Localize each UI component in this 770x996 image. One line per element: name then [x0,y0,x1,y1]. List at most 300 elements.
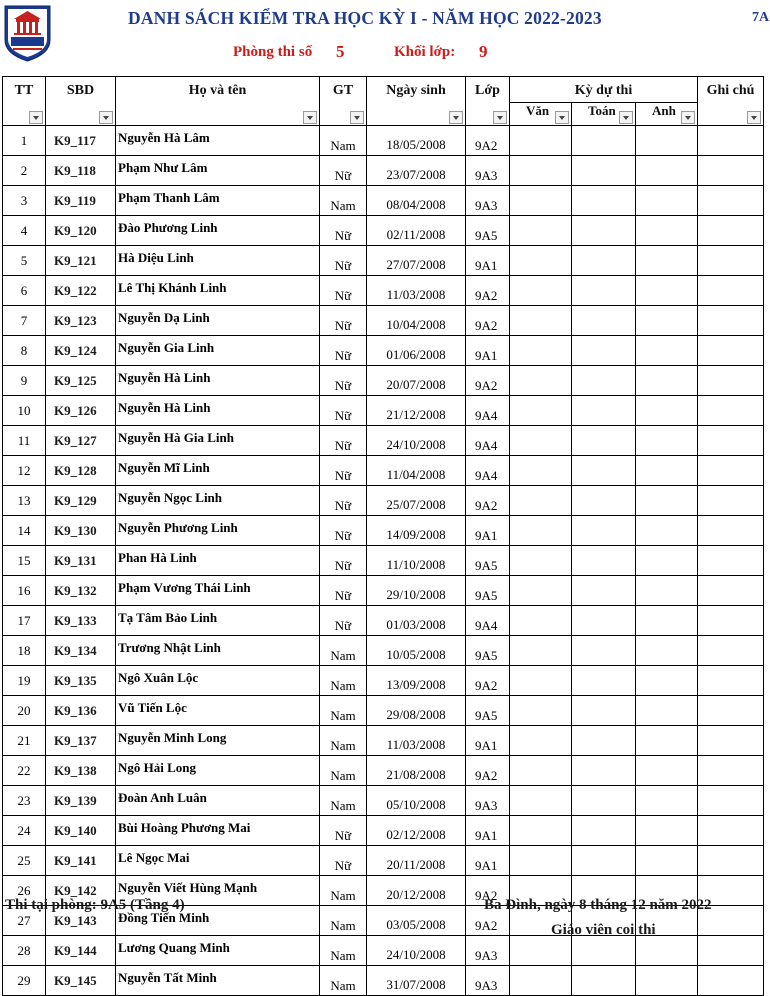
row-anh[interactable] [636,336,698,366]
row-dob[interactable]: 14/09/2008 [367,516,466,546]
row-toan[interactable] [572,606,636,636]
row-gender[interactable]: Nữ [320,336,367,366]
row-toan[interactable] [572,216,636,246]
row-sbd[interactable]: K9_125 [46,366,116,396]
row-anh[interactable] [636,696,698,726]
row-note[interactable] [698,306,764,336]
row-note[interactable] [698,216,764,246]
row-sbd[interactable]: K9_119 [46,186,116,216]
row-name[interactable]: Ngô Xuân Lộc [116,666,320,696]
row-class[interactable]: 9A1 [466,246,510,276]
filter-dropdown-icon[interactable] [303,111,317,124]
row-name[interactable]: Nguyễn Minh Long [116,726,320,756]
row-class[interactable]: 9A3 [466,156,510,186]
row-name[interactable]: Nguyễn Mĩ Linh [116,456,320,486]
row-class[interactable]: 9A3 [466,786,510,816]
table-row [3,966,764,996]
row-dob[interactable]: 02/11/2008 [367,216,466,246]
row-van[interactable] [510,936,572,966]
row-class[interactable]: 9A3 [466,936,510,966]
row-tt[interactable]: 7 [3,306,46,336]
row-toan[interactable] [572,336,636,366]
row-toan[interactable] [572,516,636,546]
row-toan[interactable] [572,126,636,156]
row-anh[interactable] [636,276,698,306]
row-van[interactable] [510,576,572,606]
row-name[interactable]: Lương Quang Minh [116,936,320,966]
row-van[interactable] [510,696,572,726]
row-class[interactable]: 9A5 [466,576,510,606]
row-note[interactable] [698,666,764,696]
row-anh[interactable] [636,546,698,576]
row-dob[interactable]: 13/09/2008 [367,666,466,696]
row-anh[interactable] [636,786,698,816]
row-note[interactable] [698,786,764,816]
row-note[interactable] [698,936,764,966]
row-toan[interactable] [572,156,636,186]
row-anh[interactable] [636,666,698,696]
row-gender[interactable]: Nam [320,906,367,936]
row-class[interactable]: 9A2 [466,876,510,906]
row-name[interactable]: Nguyễn Hà Gia Linh [116,426,320,456]
row-sbd[interactable]: K9_138 [46,756,116,786]
row-class[interactable]: 9A2 [466,276,510,306]
row-tt[interactable]: 21 [3,726,46,756]
filter-dropdown-icon[interactable] [99,111,113,124]
row-toan[interactable] [572,666,636,696]
row-name[interactable]: Phạm Vương Thái Linh [116,576,320,606]
row-toan[interactable] [572,696,636,726]
row-van[interactable] [510,156,572,186]
row-van[interactable] [510,846,572,876]
row-dob[interactable]: 24/10/2008 [367,426,466,456]
row-name[interactable]: Nguyễn Hà Lâm [116,126,320,156]
row-van[interactable] [510,366,572,396]
row-name[interactable]: Đào Phương Linh [116,216,320,246]
row-toan[interactable] [572,726,636,756]
row-name[interactable]: Nguyễn Gia Linh [116,336,320,366]
row-class[interactable]: 9A4 [466,396,510,426]
row-sbd[interactable]: K9_143 [46,906,116,936]
row-name[interactable]: Đồng Tiến Minh [116,906,320,936]
row-gender[interactable]: Nữ [320,516,367,546]
row-anh[interactable] [636,396,698,426]
row-class[interactable]: 9A3 [466,966,510,996]
row-gender[interactable]: Nữ [320,486,367,516]
header-tt: TT [3,77,46,126]
row-sbd[interactable]: K9_130 [46,516,116,546]
row-dob[interactable]: 10/04/2008 [367,306,466,336]
row-class[interactable]: 9A1 [466,516,510,546]
row-note[interactable] [698,246,764,276]
row-tt[interactable]: 16 [3,576,46,606]
row-note[interactable] [698,636,764,666]
row-note[interactable] [698,186,764,216]
row-van[interactable] [510,246,572,276]
row-dob[interactable]: 03/05/2008 [367,906,466,936]
row-tt[interactable]: 26 [3,876,46,906]
row-note[interactable] [698,576,764,606]
row-anh[interactable] [636,186,698,216]
row-sbd[interactable]: K9_140 [46,816,116,846]
row-name[interactable]: Nguyễn Hà Linh [116,396,320,426]
row-name[interactable]: Hà Diệu Linh [116,246,320,276]
row-sbd[interactable]: K9_131 [46,546,116,576]
row-name[interactable]: Đoàn Anh Luân [116,786,320,816]
row-note[interactable] [698,486,764,516]
row-toan[interactable] [572,426,636,456]
row-class[interactable]: 9A1 [466,816,510,846]
row-note[interactable] [698,756,764,786]
row-class[interactable]: 9A2 [466,366,510,396]
table-row [3,936,764,966]
row-name[interactable]: Nguyễn Hà Linh [116,366,320,396]
row-gender[interactable]: Nam [320,876,367,906]
row-gender[interactable]: Nữ [320,546,367,576]
row-sbd[interactable]: K9_145 [46,966,116,996]
row-dob[interactable]: 02/12/2008 [367,816,466,846]
row-tt[interactable]: 19 [3,666,46,696]
table-row [3,576,764,606]
row-tt[interactable]: 9 [3,366,46,396]
row-tt[interactable]: 10 [3,396,46,426]
row-van[interactable] [510,636,572,666]
row-sbd[interactable]: K9_129 [46,486,116,516]
row-gender[interactable]: Nam [320,936,367,966]
row-tt[interactable]: 28 [3,936,46,966]
row-dob[interactable]: 01/06/2008 [367,336,466,366]
row-name[interactable]: Ngô Hải Long [116,756,320,786]
row-gender[interactable]: Nam [320,726,367,756]
row-gender[interactable]: Nữ [320,216,367,246]
row-toan[interactable] [572,966,636,996]
row-sbd[interactable]: K9_144 [46,936,116,966]
row-tt[interactable]: 18 [3,636,46,666]
row-anh[interactable] [636,636,698,666]
row-van[interactable] [510,276,572,306]
row-gender[interactable]: Nam [320,966,367,996]
row-anh[interactable] [636,246,698,276]
row-sbd[interactable]: K9_127 [46,426,116,456]
row-dob[interactable]: 20/11/2008 [367,846,466,876]
row-van[interactable] [510,486,572,516]
row-sbd[interactable]: K9_117 [46,126,116,156]
filter-dropdown-icon[interactable] [449,111,463,124]
row-dob[interactable]: 18/05/2008 [367,126,466,156]
row-tt[interactable]: 12 [3,456,46,486]
row-class[interactable]: 9A1 [466,336,510,366]
row-note[interactable] [698,126,764,156]
row-gender[interactable]: Nam [320,666,367,696]
filter-dropdown-icon[interactable] [747,111,761,124]
row-van[interactable] [510,726,572,756]
row-tt[interactable]: 1 [3,126,46,156]
row-anh[interactable] [636,576,698,606]
row-van[interactable] [510,336,572,366]
row-class[interactable]: 9A1 [466,846,510,876]
row-gender[interactable]: Nữ [320,816,367,846]
row-gender[interactable]: Nữ [320,396,367,426]
row-dob[interactable]: 31/07/2008 [367,966,466,996]
row-anh[interactable] [636,516,698,546]
row-toan[interactable] [572,546,636,576]
row-class[interactable]: 9A4 [466,426,510,456]
row-sbd[interactable]: K9_118 [46,156,116,186]
row-class[interactable]: 9A5 [466,636,510,666]
row-dob[interactable]: 24/10/2008 [367,936,466,966]
row-note[interactable] [698,156,764,186]
filter-dropdown-icon[interactable] [493,111,507,124]
row-dob[interactable]: 11/04/2008 [367,456,466,486]
row-name[interactable]: Lê Thị Khánh Linh [116,276,320,306]
row-anh[interactable] [636,426,698,456]
row-toan[interactable] [572,576,636,606]
row-tt[interactable]: 17 [3,606,46,636]
row-class[interactable]: 9A5 [466,546,510,576]
row-class[interactable]: 9A2 [466,756,510,786]
row-gender[interactable]: Nam [320,636,367,666]
row-gender[interactable]: Nam [320,696,367,726]
row-toan[interactable] [572,456,636,486]
row-tt[interactable]: 13 [3,486,46,516]
row-dob[interactable]: 11/10/2008 [367,546,466,576]
row-anh[interactable] [636,486,698,516]
header-exam: Kỳ dự thi [510,77,698,103]
row-sbd[interactable]: K9_132 [46,576,116,606]
row-gender[interactable]: Nữ [320,846,367,876]
row-toan[interactable] [572,636,636,666]
table-row [3,516,764,546]
row-dob[interactable]: 21/08/2008 [367,756,466,786]
row-van[interactable] [510,456,572,486]
row-anh[interactable] [636,306,698,336]
row-gender[interactable]: Nữ [320,456,367,486]
row-toan[interactable] [572,846,636,876]
row-tt[interactable]: 29 [3,966,46,996]
row-note[interactable] [698,726,764,756]
row-sbd[interactable]: K9_133 [46,606,116,636]
row-gender[interactable]: Nam [320,756,367,786]
row-toan[interactable] [572,246,636,276]
row-name[interactable]: Bùi Hoàng Phương Mai [116,816,320,846]
row-tt[interactable]: 11 [3,426,46,456]
row-van[interactable] [510,786,572,816]
row-anh[interactable] [636,756,698,786]
row-anh[interactable] [636,216,698,246]
row-toan[interactable] [572,816,636,846]
row-class[interactable]: 9A2 [466,306,510,336]
row-sbd[interactable]: K9_134 [46,636,116,666]
row-note[interactable] [698,276,764,306]
row-tt[interactable]: 24 [3,816,46,846]
row-name[interactable]: Nguyễn Ngọc Linh [116,486,320,516]
row-dob[interactable]: 21/12/2008 [367,396,466,426]
row-sbd[interactable]: K9_128 [46,456,116,486]
row-sbd[interactable]: K9_126 [46,396,116,426]
row-tt[interactable]: 2 [3,156,46,186]
row-toan[interactable] [572,756,636,786]
row-gender[interactable]: Nữ [320,366,367,396]
row-van[interactable] [510,426,572,456]
row-name[interactable]: Vũ Tiến Lộc [116,696,320,726]
row-note[interactable] [698,846,764,876]
row-dob[interactable]: 11/03/2008 [367,276,466,306]
row-sbd[interactable]: K9_120 [46,216,116,246]
row-gender[interactable]: Nam [320,126,367,156]
row-van[interactable] [510,816,572,846]
row-tt[interactable]: 14 [3,516,46,546]
row-sbd[interactable]: K9_135 [46,666,116,696]
row-van[interactable] [510,516,572,546]
row-van[interactable] [510,966,572,996]
row-name[interactable]: Lê Ngọc Mai [116,846,320,876]
row-van[interactable] [510,666,572,696]
filter-dropdown-icon[interactable] [681,111,695,124]
row-note[interactable] [698,456,764,486]
row-dob[interactable]: 20/12/2008 [367,876,466,906]
row-toan[interactable] [572,486,636,516]
row-anh[interactable] [636,456,698,486]
row-dob[interactable]: 05/10/2008 [367,786,466,816]
row-class[interactable]: 9A2 [466,906,510,936]
row-note[interactable] [698,396,764,426]
row-name[interactable]: Trương Nhật Linh [116,636,320,666]
row-gender[interactable]: Nữ [320,426,367,456]
row-class[interactable]: 9A3 [466,186,510,216]
row-dob[interactable]: 27/07/2008 [367,246,466,276]
row-note[interactable] [698,516,764,546]
row-class[interactable]: 9A1 [466,726,510,756]
row-gender[interactable]: Nam [320,786,367,816]
row-dob[interactable]: 08/04/2008 [367,186,466,216]
row-sbd[interactable]: K9_123 [46,306,116,336]
row-gender[interactable]: Nữ [320,306,367,336]
row-anh[interactable] [636,156,698,186]
row-sbd[interactable]: K9_142 [46,876,116,906]
filter-dropdown-icon[interactable] [29,111,43,124]
row-name[interactable]: Nguyễn Viết Hùng Mạnh [116,876,320,906]
row-anh[interactable] [636,846,698,876]
row-anh[interactable] [636,816,698,846]
filter-dropdown-icon[interactable] [619,111,633,124]
row-gender[interactable]: Nữ [320,276,367,306]
row-class[interactable]: 9A2 [466,666,510,696]
row-class[interactable]: 9A2 [466,486,510,516]
row-name[interactable]: Tạ Tâm Bảo Linh [116,606,320,636]
row-tt[interactable]: 23 [3,786,46,816]
row-note[interactable] [698,696,764,726]
row-note[interactable] [698,366,764,396]
row-note[interactable] [698,336,764,366]
row-sbd[interactable]: K9_139 [46,786,116,816]
row-anh[interactable] [636,726,698,756]
row-toan[interactable] [572,396,636,426]
row-toan[interactable] [572,306,636,336]
room-label: Phòng thi số [233,44,313,60]
row-name[interactable]: Phan Hà Linh [116,546,320,576]
row-sbd[interactable]: K9_121 [46,246,116,276]
row-tt[interactable]: 20 [3,696,46,726]
row-tt[interactable]: 22 [3,756,46,786]
row-gender[interactable]: Nữ [320,576,367,606]
row-tt[interactable]: 4 [3,216,46,246]
row-sbd[interactable]: K9_141 [46,846,116,876]
row-toan[interactable] [572,786,636,816]
row-tt[interactable]: 25 [3,846,46,876]
row-note[interactable] [698,546,764,576]
row-van[interactable] [510,186,572,216]
row-anh[interactable] [636,606,698,636]
row-class[interactable]: 9A2 [466,126,510,156]
row-anh[interactable] [636,966,698,996]
row-name[interactable]: Nguyễn Phương Linh [116,516,320,546]
row-dob[interactable]: 29/08/2008 [367,696,466,726]
row-name[interactable]: Phạm Thanh Lâm [116,186,320,216]
row-anh[interactable] [636,366,698,396]
row-dob[interactable]: 29/10/2008 [367,576,466,606]
row-dob[interactable]: 25/07/2008 [367,486,466,516]
row-tt[interactable]: 27 [3,906,46,936]
row-dob[interactable]: 10/05/2008 [367,636,466,666]
row-gender[interactable]: Nam [320,186,367,216]
row-van[interactable] [510,606,572,636]
row-class[interactable]: 9A5 [466,696,510,726]
row-note[interactable] [698,816,764,846]
row-anh[interactable] [636,936,698,966]
row-dob[interactable]: 11/03/2008 [367,726,466,756]
row-note[interactable] [698,426,764,456]
row-van[interactable] [510,546,572,576]
row-van[interactable] [510,126,572,156]
filter-dropdown-icon[interactable] [555,111,569,124]
filter-dropdown-icon[interactable] [350,111,364,124]
row-gender[interactable]: Nữ [320,606,367,636]
row-sbd[interactable]: K9_122 [46,276,116,306]
row-sbd[interactable]: K9_137 [46,726,116,756]
row-van[interactable] [510,396,572,426]
row-tt[interactable]: 5 [3,246,46,276]
row-toan[interactable] [572,366,636,396]
row-anh[interactable] [636,126,698,156]
row-name[interactable]: Nguyễn Tất Minh [116,966,320,996]
row-name[interactable]: Nguyễn Dạ Linh [116,306,320,336]
row-sbd[interactable]: K9_124 [46,336,116,366]
row-name[interactable]: Phạm Như Lâm [116,156,320,186]
row-toan[interactable] [572,936,636,966]
row-gender[interactable]: Nữ [320,246,367,276]
table-row [3,786,764,816]
row-sbd[interactable]: K9_136 [46,696,116,726]
row-tt[interactable]: 6 [3,276,46,306]
row-van[interactable] [510,756,572,786]
row-toan[interactable] [572,276,636,306]
row-van[interactable] [510,216,572,246]
row-dob[interactable]: 01/03/2008 [367,606,466,636]
row-tt[interactable]: 3 [3,186,46,216]
row-dob[interactable]: 23/07/2008 [367,156,466,186]
row-van[interactable] [510,306,572,336]
row-class[interactable]: 9A5 [466,216,510,246]
row-note[interactable] [698,606,764,636]
row-class[interactable]: 9A4 [466,606,510,636]
row-note[interactable] [698,966,764,996]
row-dob[interactable]: 20/07/2008 [367,366,466,396]
row-tt[interactable]: 15 [3,546,46,576]
row-gender[interactable]: Nữ [320,156,367,186]
row-toan[interactable] [572,186,636,216]
row-class[interactable]: 9A4 [466,456,510,486]
row-tt[interactable]: 8 [3,336,46,366]
